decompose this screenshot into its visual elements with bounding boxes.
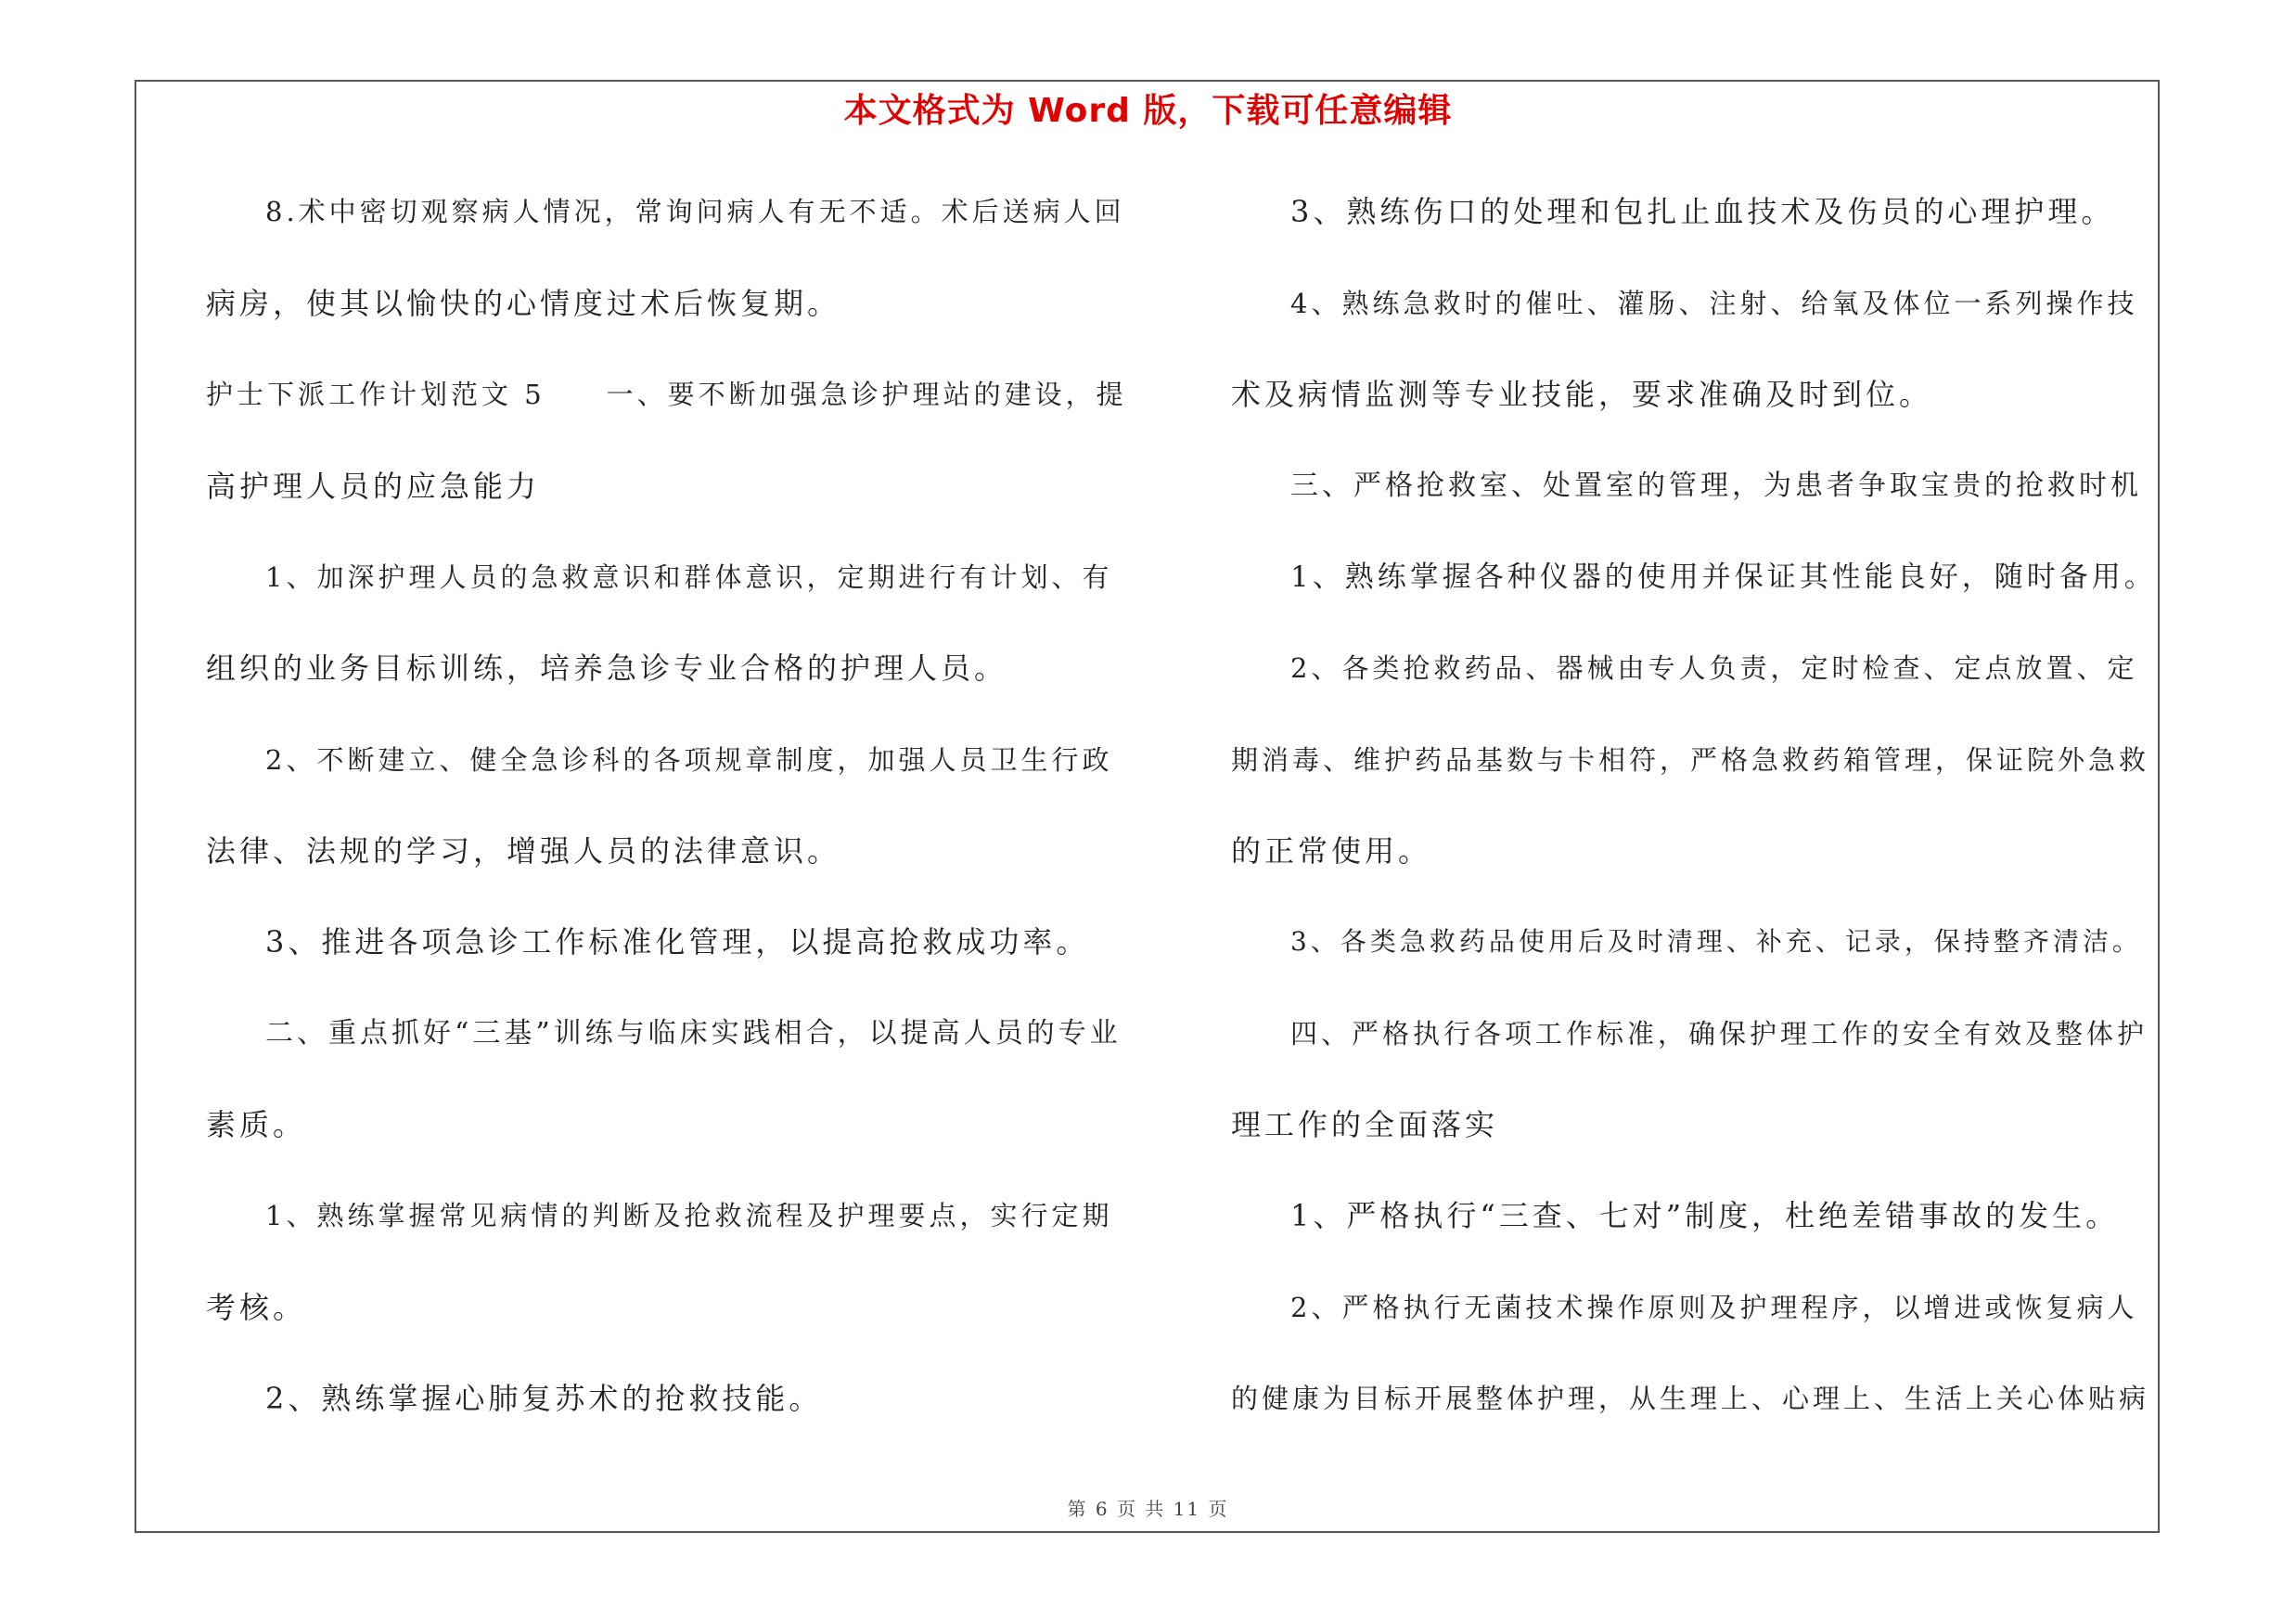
right-line-11: 理工作的全面落实 <box>1231 1107 1499 1142</box>
left-line-11: 素质。 <box>206 1107 307 1142</box>
left-line-7: 2、不断建立、健全急诊科的各项规章制度，加强人员卫生行政 <box>265 744 1113 776</box>
page-number-footer: 第 6 页 共 11 页 <box>1067 1498 1229 1520</box>
right-line-13: 2、严格执行无菌技术操作原则及护理程序，以增进或恢复病人 <box>1290 1292 2138 1323</box>
left-line-1: 8.术中密切观察病人情况，常询问病人有无不适。术后送病人回 <box>265 196 1125 227</box>
left-line-12: 1、熟练掌握常见病情的判断及抢救流程及护理要点，实行定期 <box>265 1200 1113 1231</box>
left-line-6: 组织的业务目标训练，培养急诊专业合格的护理人员。 <box>206 650 1008 686</box>
right-line-5: 1、熟练掌握各种仪器的使用并保证其性能良好，随时备用。 <box>1290 560 2157 594</box>
right-line-2: 4、熟练急救时的催吐、灌肠、注射、给氧及体位一系列操作技 <box>1290 288 2138 319</box>
right-line-12: 1、严格执行“三查、七对”制度，杜绝差错事故的发生。 <box>1290 1198 2120 1233</box>
left-line-13: 考核。 <box>206 1290 307 1325</box>
left-line-4: 高护理人员的应急能力 <box>206 469 541 504</box>
left-line-2: 病房，使其以愉快的心情度过术后恢复期。 <box>206 286 841 321</box>
left-line-8: 法律、法规的学习，增强人员的法律意识。 <box>206 833 841 869</box>
right-line-1: 3、熟练伤口的处理和包扎止血技术及伤员的心理护理。 <box>1290 194 2115 229</box>
right-line-8: 的正常使用。 <box>1231 833 1432 869</box>
left-line-14: 2、熟练掌握心肺复苏术的抢救技能。 <box>265 1381 823 1416</box>
right-line-7: 期消毒、维护药品基数与卡相符，严格急救药箱管理，保证院外急救 <box>1231 744 2150 776</box>
right-line-14: 的健康为目标开展整体护理，从生理上、心理上、生活上关心体贴病 <box>1231 1383 2150 1414</box>
word-format-banner: 本文格式为 Word 版，下载可任意编辑 <box>843 92 1453 130</box>
right-line-6: 2、各类抢救药品、器械由专人负责，定时检查、定点放置、定 <box>1290 652 2138 684</box>
right-line-3: 术及病情监测等专业技能，要求准确及时到位。 <box>1231 377 1933 412</box>
left-line-10: 二、重点抓好“三基”训练与临床实践相合，以提高人员的专业 <box>265 1017 1122 1050</box>
left-line-9: 3、推进各项急诊工作标准化管理，以提高抢救成功率。 <box>265 924 1090 960</box>
left-line-5: 1、加深护理人员的急救意识和群体意识，定期进行有计划、有 <box>265 561 1113 593</box>
right-line-9: 3、各类急救药品使用后及时清理、补充、记录，保持整齐清洁。 <box>1290 926 2142 957</box>
right-line-4: 三、严格抢救室、处置室的管理，为患者争取宝贵的抢救时机 <box>1290 470 2142 502</box>
left-line-3: 护士下派工作计划范文 5 一、要不断加强急诊护理站的建设，提 <box>206 379 1127 410</box>
right-line-10: 四、严格执行各项工作标准，确保护理工作的安全有效及整体护 <box>1290 1018 2148 1050</box>
